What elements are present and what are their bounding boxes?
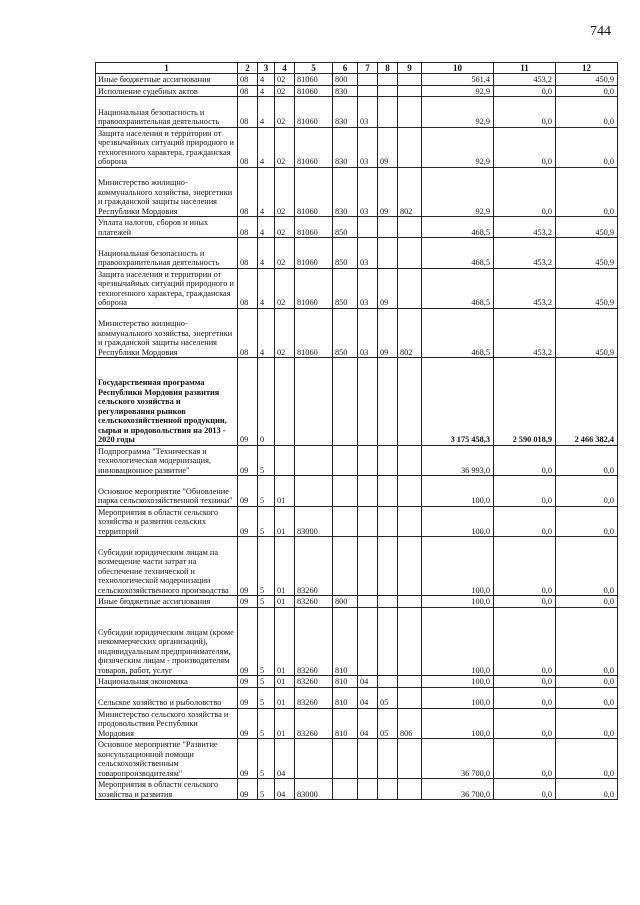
code-cell [333, 445, 358, 476]
row-name-cell: Национальная безопасность и правоохранительная деятельность [96, 238, 238, 269]
code-cell: 08 [238, 97, 258, 128]
code-cell: 830 [333, 97, 358, 128]
code-cell: 09 [238, 537, 258, 596]
amount-cell: 450,9 [556, 74, 618, 86]
amount-cell: 0,0 [494, 506, 556, 537]
amount-cell: 0,0 [556, 596, 618, 608]
code-cell [333, 779, 358, 800]
code-cell: 01 [275, 607, 295, 676]
code-cell: 04 [275, 739, 295, 779]
code-cell [398, 238, 422, 269]
table-row [96, 308, 618, 358]
code-cell [398, 358, 422, 446]
amount-cell: 100,0 [422, 506, 494, 537]
column-header: 2 [238, 63, 258, 74]
code-cell: 830 [333, 167, 358, 217]
code-cell: 01 [275, 537, 295, 596]
code-cell: 09 [238, 708, 258, 739]
amount-cell: 468,5 [422, 268, 494, 308]
amount-cell: 453,2 [494, 308, 556, 358]
code-cell: 02 [275, 268, 295, 308]
code-cell: 05 [378, 708, 398, 739]
code-cell [333, 506, 358, 537]
amount-cell: 0,0 [494, 127, 556, 167]
code-cell: 81060 [295, 308, 333, 358]
code-cell [398, 687, 422, 708]
table-header-row [96, 63, 618, 74]
code-cell [398, 74, 422, 86]
table-row [96, 127, 618, 167]
row-name-cell: Иные бюджетные ассигнования [96, 596, 238, 608]
column-header: 12 [556, 63, 618, 74]
code-cell: 09 [238, 687, 258, 708]
code-cell: 01 [275, 687, 295, 708]
amount-cell: 453,2 [494, 74, 556, 86]
amount-cell: 468,5 [422, 217, 494, 238]
code-cell: 02 [275, 238, 295, 269]
code-cell [398, 596, 422, 608]
row-name-cell: Защита населения и территории от чрезвычайных ситуаций природного и техногенного характера, гражданская оборона [96, 268, 238, 308]
row-name-cell: Субсидии юридическим лицам на возмещение части затрат на обеспечение технической и технологической модернизации сельскохозяйственного производства [96, 537, 238, 596]
code-cell: 850 [333, 217, 358, 238]
code-cell: 01 [275, 708, 295, 739]
code-cell [398, 445, 422, 476]
code-cell: 810 [333, 708, 358, 739]
code-cell: 4 [258, 217, 275, 238]
row-name-cell: Министерство жилищно-коммунального хозяйства, энергетики и гражданской защиты населения Республики Мордовия [96, 167, 238, 217]
code-cell: 09 [238, 607, 258, 676]
amount-cell: 0,0 [494, 739, 556, 779]
code-cell: 04 [358, 687, 378, 708]
code-cell [275, 358, 295, 446]
amount-cell: 0,0 [494, 676, 556, 688]
code-cell: 02 [275, 308, 295, 358]
table-row [96, 476, 618, 507]
code-cell [378, 596, 398, 608]
code-cell: 09 [378, 127, 398, 167]
code-cell: 09 [238, 676, 258, 688]
table-row [96, 676, 618, 688]
code-cell: 02 [275, 167, 295, 217]
code-cell [378, 74, 398, 86]
code-cell: 01 [275, 596, 295, 608]
table-row [96, 739, 618, 779]
amount-cell: 450,9 [556, 217, 618, 238]
row-name-cell: Исполнение судебных актов [96, 85, 238, 97]
code-cell: 83260 [295, 676, 333, 688]
code-cell [378, 506, 398, 537]
amount-cell: 450,9 [556, 268, 618, 308]
code-cell: 05 [378, 687, 398, 708]
table-row [96, 779, 618, 800]
code-cell [398, 97, 422, 128]
row-name-cell: Национальная безопасность и правоохранительная деятельность [96, 97, 238, 128]
code-cell: 4 [258, 308, 275, 358]
code-cell [398, 85, 422, 97]
table-row [96, 85, 618, 97]
amount-cell: 100,0 [422, 596, 494, 608]
table-row [96, 596, 618, 608]
code-cell [398, 268, 422, 308]
page-number: 744 [590, 24, 611, 39]
code-cell [378, 607, 398, 676]
code-cell: 4 [258, 268, 275, 308]
code-cell: 03 [358, 97, 378, 128]
amount-cell: 0,0 [556, 476, 618, 507]
row-name-cell: Национальная экономика [96, 676, 238, 688]
table-row [96, 74, 618, 86]
code-cell [378, 445, 398, 476]
code-cell [398, 506, 422, 537]
code-cell: 09 [378, 268, 398, 308]
code-cell [358, 506, 378, 537]
amount-cell: 0,0 [494, 476, 556, 507]
table-row [96, 238, 618, 269]
amount-cell: 92,9 [422, 85, 494, 97]
code-cell [398, 779, 422, 800]
code-cell [358, 445, 378, 476]
code-cell: 08 [238, 308, 258, 358]
code-cell: 01 [275, 676, 295, 688]
code-cell: 09 [238, 476, 258, 507]
code-cell [358, 217, 378, 238]
table-row [96, 537, 618, 596]
code-cell: 5 [258, 476, 275, 507]
column-header: 10 [422, 63, 494, 74]
code-cell: 09 [238, 358, 258, 446]
code-cell: 81060 [295, 167, 333, 217]
code-cell: 03 [358, 238, 378, 269]
code-cell: 0 [258, 358, 275, 446]
code-cell: 01 [275, 476, 295, 507]
amount-cell: 100,0 [422, 676, 494, 688]
column-header: 4 [275, 63, 295, 74]
column-header: 8 [378, 63, 398, 74]
code-cell: 5 [258, 537, 275, 596]
budget-table [95, 62, 618, 800]
code-cell: 02 [275, 127, 295, 167]
code-cell: 806 [398, 708, 422, 739]
amount-cell: 100,0 [422, 607, 494, 676]
table-row [96, 708, 618, 739]
amount-cell: 561,4 [422, 74, 494, 86]
code-cell: 09 [238, 739, 258, 779]
code-cell: 810 [333, 676, 358, 688]
code-cell [295, 739, 333, 779]
code-cell: 4 [258, 238, 275, 269]
amount-cell: 0,0 [494, 607, 556, 676]
code-cell [398, 217, 422, 238]
table-row [96, 506, 618, 537]
code-cell: 09 [378, 308, 398, 358]
code-cell: 5 [258, 687, 275, 708]
column-header: 5 [295, 63, 333, 74]
amount-cell: 100,0 [422, 537, 494, 596]
row-name-cell: Иные бюджетные ассигнования [96, 74, 238, 86]
amount-cell: 0,0 [494, 596, 556, 608]
column-header: 9 [398, 63, 422, 74]
code-cell: 08 [238, 217, 258, 238]
code-cell: 5 [258, 607, 275, 676]
row-name-cell: Министерство сельского хозяйства и продовольствия Республики Мордовия [96, 708, 238, 739]
code-cell: 802 [398, 308, 422, 358]
row-name-cell: Министерство жилищно-коммунального хозяйства, энергетики и гражданской защиты населения Республики Мордовия [96, 308, 238, 358]
amount-cell: 0,0 [494, 85, 556, 97]
amount-cell: 92,9 [422, 97, 494, 128]
code-cell: 04 [275, 779, 295, 800]
row-name-cell: Основное мероприятие "Развитие консультационной помощи сельскохозяйственным товаропроизводителям" [96, 739, 238, 779]
code-cell: 02 [275, 85, 295, 97]
amount-cell: 468,5 [422, 308, 494, 358]
code-cell: 08 [238, 268, 258, 308]
code-cell: 83260 [295, 607, 333, 676]
code-cell: 09 [238, 445, 258, 476]
code-cell: 5 [258, 676, 275, 688]
table-row [96, 358, 618, 446]
code-cell [398, 739, 422, 779]
code-cell [295, 358, 333, 446]
amount-cell: 0,0 [556, 97, 618, 128]
row-name-cell: Сельское хозяйство и рыболовство [96, 687, 238, 708]
code-cell: 09 [238, 779, 258, 800]
code-cell: 850 [333, 308, 358, 358]
amount-cell: 450,9 [556, 238, 618, 269]
amount-cell: 92,9 [422, 127, 494, 167]
code-cell: 02 [275, 217, 295, 238]
code-cell [333, 739, 358, 779]
code-cell: 81060 [295, 97, 333, 128]
code-cell: 02 [275, 97, 295, 128]
code-cell [358, 476, 378, 507]
column-header: 1 [96, 63, 238, 74]
code-cell: 5 [258, 445, 275, 476]
code-cell: 81060 [295, 85, 333, 97]
row-name-cell: Государственная программа Республики Мордовия развития сельского хозяйства и регулирования рынков сельскохозяйственной продукции, сырья и продовольствия на 2013 - 2020 годы [96, 358, 238, 446]
column-header: 7 [358, 63, 378, 74]
code-cell [358, 358, 378, 446]
code-cell: 04 [358, 708, 378, 739]
code-cell: 830 [333, 85, 358, 97]
column-header: 6 [333, 63, 358, 74]
table-row [96, 167, 618, 217]
code-cell: 09 [378, 167, 398, 217]
code-cell: 4 [258, 85, 275, 97]
code-cell: 4 [258, 127, 275, 167]
row-name-cell: Субсидии юридическим лицам (кроме некоммерческих организаций), индивидуальным предпринимателям, физическим лицам - производителям товаров, работ, услуг [96, 607, 238, 676]
code-cell: 810 [333, 607, 358, 676]
row-name-cell: Мероприятия в области сельского хозяйства и развития сельских территорий [96, 506, 238, 537]
code-cell: 81060 [295, 238, 333, 269]
code-cell: 08 [238, 127, 258, 167]
code-cell [378, 358, 398, 446]
code-cell: 850 [333, 268, 358, 308]
code-cell: 4 [258, 74, 275, 86]
code-cell [358, 74, 378, 86]
code-cell: 03 [358, 127, 378, 167]
code-cell: 03 [358, 167, 378, 217]
row-name-cell: Мероприятия в области сельского хозяйства и развития [96, 779, 238, 800]
code-cell [358, 85, 378, 97]
code-cell: 4 [258, 97, 275, 128]
amount-cell: 2 466 382,4 [556, 358, 618, 446]
code-cell: 5 [258, 708, 275, 739]
amount-cell: 0,0 [494, 167, 556, 217]
code-cell [398, 127, 422, 167]
code-cell: 02 [275, 74, 295, 86]
code-cell [378, 85, 398, 97]
code-cell [358, 779, 378, 800]
code-cell [358, 739, 378, 779]
code-cell: 81060 [295, 74, 333, 86]
code-cell: 810 [333, 687, 358, 708]
amount-cell: 2 590 018,9 [494, 358, 556, 446]
amount-cell: 0,0 [494, 708, 556, 739]
code-cell [333, 476, 358, 507]
amount-cell: 100,0 [422, 708, 494, 739]
column-header: 11 [494, 63, 556, 74]
column-header: 3 [258, 63, 275, 74]
code-cell [358, 537, 378, 596]
row-name-cell: Подпрограмма "Техническая и технологическая модернизация, инновационное развитие" [96, 445, 238, 476]
amount-cell: 0,0 [556, 607, 618, 676]
amount-cell: 36 993,0 [422, 445, 494, 476]
code-cell: 5 [258, 739, 275, 779]
code-cell [378, 676, 398, 688]
row-name-cell: Уплата налогов, сборов и иных платежей [96, 217, 238, 238]
code-cell: 800 [333, 596, 358, 608]
code-cell: 09 [238, 506, 258, 537]
code-cell: 04 [358, 676, 378, 688]
code-cell: 83260 [295, 687, 333, 708]
amount-cell: 0,0 [556, 779, 618, 800]
code-cell [378, 217, 398, 238]
code-cell [398, 676, 422, 688]
amount-cell: 0,0 [556, 687, 618, 708]
code-cell [378, 537, 398, 596]
amount-cell: 468,5 [422, 238, 494, 269]
code-cell [378, 739, 398, 779]
code-cell: 4 [258, 167, 275, 217]
code-cell: 03 [358, 268, 378, 308]
amount-cell: 0,0 [556, 506, 618, 537]
amount-cell: 0,0 [556, 739, 618, 779]
amount-cell: 0,0 [494, 97, 556, 128]
amount-cell: 100,0 [422, 687, 494, 708]
code-cell: 01 [275, 506, 295, 537]
amount-cell: 0,0 [494, 779, 556, 800]
code-cell [378, 97, 398, 128]
code-cell: 5 [258, 506, 275, 537]
code-cell: 802 [398, 167, 422, 217]
amount-cell: 0,0 [494, 445, 556, 476]
code-cell: 5 [258, 596, 275, 608]
amount-cell: 36 700,0 [422, 739, 494, 779]
amount-cell: 0,0 [556, 537, 618, 596]
amount-cell: 450,9 [556, 308, 618, 358]
code-cell: 08 [238, 238, 258, 269]
code-cell: 800 [333, 74, 358, 86]
code-cell: 08 [238, 85, 258, 97]
code-cell: 83260 [295, 708, 333, 739]
amount-cell: 0,0 [556, 445, 618, 476]
code-cell [333, 537, 358, 596]
row-name-cell: Защита населения и территории от чрезвычайных ситуаций природного и техногенного характера, гражданская оборона [96, 127, 238, 167]
code-cell [358, 596, 378, 608]
table-row [96, 268, 618, 308]
code-cell [378, 779, 398, 800]
code-cell: 03 [358, 308, 378, 358]
code-cell: 08 [238, 74, 258, 86]
amount-cell: 92,9 [422, 167, 494, 217]
code-cell: 83000 [295, 779, 333, 800]
table-row [96, 607, 618, 676]
amount-cell: 453,2 [494, 268, 556, 308]
code-cell: 09 [238, 596, 258, 608]
code-cell [398, 607, 422, 676]
code-cell: 83000 [295, 506, 333, 537]
amount-cell: 0,0 [556, 676, 618, 688]
code-cell: 81060 [295, 268, 333, 308]
code-cell [295, 445, 333, 476]
code-cell: 850 [333, 238, 358, 269]
code-cell [275, 445, 295, 476]
code-cell [378, 476, 398, 507]
code-cell: 83260 [295, 537, 333, 596]
code-cell: 83260 [295, 596, 333, 608]
code-cell: 08 [238, 167, 258, 217]
code-cell [398, 476, 422, 507]
code-cell: 81060 [295, 127, 333, 167]
amount-cell: 100,0 [422, 476, 494, 507]
code-cell [358, 607, 378, 676]
code-cell [398, 537, 422, 596]
amount-cell: 36 700,0 [422, 779, 494, 800]
table-row [96, 687, 618, 708]
code-cell: 830 [333, 127, 358, 167]
amount-cell: 453,2 [494, 217, 556, 238]
amount-cell: 0,0 [494, 537, 556, 596]
amount-cell: 453,2 [494, 238, 556, 269]
code-cell [378, 238, 398, 269]
code-cell [333, 358, 358, 446]
code-cell: 5 [258, 779, 275, 800]
amount-cell: 0,0 [556, 167, 618, 217]
table-row [96, 445, 618, 476]
amount-cell: 3 175 458,3 [422, 358, 494, 446]
code-cell: 81060 [295, 217, 333, 238]
row-name-cell: Основное мероприятие "Обновление парка сельскохозяйственной техники" [96, 476, 238, 507]
amount-cell: 0,0 [556, 85, 618, 97]
amount-cell: 0,0 [556, 708, 618, 739]
table-row [96, 217, 618, 238]
amount-cell: 0,0 [494, 687, 556, 708]
amount-cell: 0,0 [556, 127, 618, 167]
table-row [96, 97, 618, 128]
code-cell [295, 476, 333, 507]
